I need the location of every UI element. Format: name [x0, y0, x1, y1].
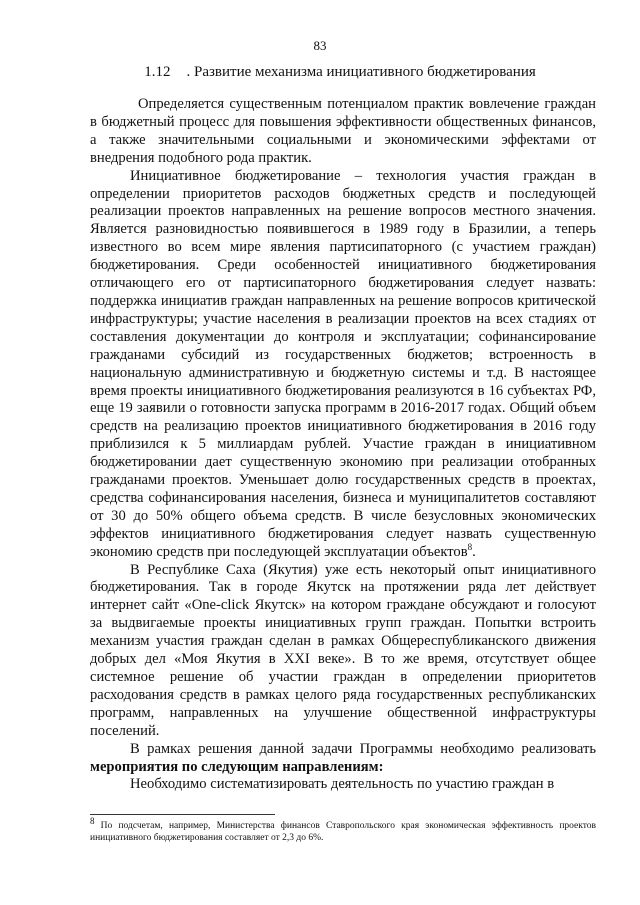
paragraph-3: В Республике Саха (Якутия) уже есть некоторый опыт инициативного бюджетирования. Так в городе Якутск на протяжении ряда лет действует интернет сайт «One-click Якутск» на котором граждане обсуждают и голосуют за выдвигаемые проекты инициативных групп граждан. Попытки встроить механизм участия граждан сделан в рамках Общереспубликанского движения добрых дел «Моя Якутия в XXI веке». В то же время, отсутствует общее системное решение об участии граждан в определении приоритетов расходования средств в рамках целого ряда государственных республиканских программ, направленных на улучшение общественной инфраструктуры поселений.: [90, 561, 596, 739]
paragraph-2-end: .: [472, 543, 476, 560]
paragraph-2: [90, 168, 596, 562]
paragraph-5: Необходимо систематизировать деятельность по участию граждан в: [130, 776, 555, 793]
footnote-number: 8: [90, 815, 95, 826]
page-number: 83: [313, 38, 327, 53]
section-heading: [90, 64, 590, 81]
paragraph-4-text: В рамках решения данной задачи Программы необходимо реализовать: [130, 740, 596, 757]
footnote-ref: 8: [467, 541, 473, 552]
paragraph-4: [90, 741, 596, 777]
footnote-text: По подсчетам, например, Министерства финансов Ставропольского края экономическая эффективность проектов инициативного бюджетирования составляет от 2,3 до 6%.: [90, 821, 596, 843]
section-title: . Развитие механизма инициативного бюджетирования: [186, 64, 536, 80]
paragraph-1: Определяется существенным потенциалом практик вовлечение граждан в бюджетный процесс для повышения эффективности общественных финансов, а также значительными социальными и экономическими эффектами от внедрения подобного рода практик.: [90, 96, 596, 166]
paragraph-4-bold: мероприятия по следующим направлениям:: [90, 758, 384, 775]
footnote: [90, 815, 596, 844]
paragraph-2-text: Инициативное бюджетирование – технология участия граждан в определении приоритетов расходов бюджетных средств и последующей реализации проектов направленных на решение вопросов местного значения. Является разновидностью появившегося в 1989 году в Бразилии, а теперь известного во всем мире явления партисипаторного (с участием граждан) бюджетирования. Среди особенностей инициативного бюджетирования отличающего его от партисипаторного бюджетирования следует назвать: поддержка инициатив граждан направленных на решение вопросов критической инфраструктуры; участие населения в реализации проектов на всех стадиях от составления документации до контроля и эксплуатации; софинансирование гражданами субсидий из государственных бюджетов; встроенность в национальную административную и бюджетную системы и т.д. В настоящее время проекты инициативного бюджетирования реализуются в 16 субъектах РФ, еще 19 заявили о готовности запуска программ в 2016-2017 годах. Общий объем средств на реализацию проектов инициативного бюджетирования в 2016 году приблизился к 5 миллиардам рублей. Участие граждан в инициативном бюджетировании дает существенную экономию при реализации отобранных гражданами проектов. Уменьшает долю государственных средств в проектах, средства софинансирования населения, бизнеса и муниципалитетов составляют от 30 до 50% общего объема средств. В числе безусловных экономических эффектов инициативного бюджетирования следует назвать существенную экономию средств при последующей эксплуатации объектов: [90, 167, 596, 560]
footnote-divider: [90, 814, 275, 815]
document-body: [90, 96, 596, 794]
section-number: 1.12: [144, 64, 171, 80]
